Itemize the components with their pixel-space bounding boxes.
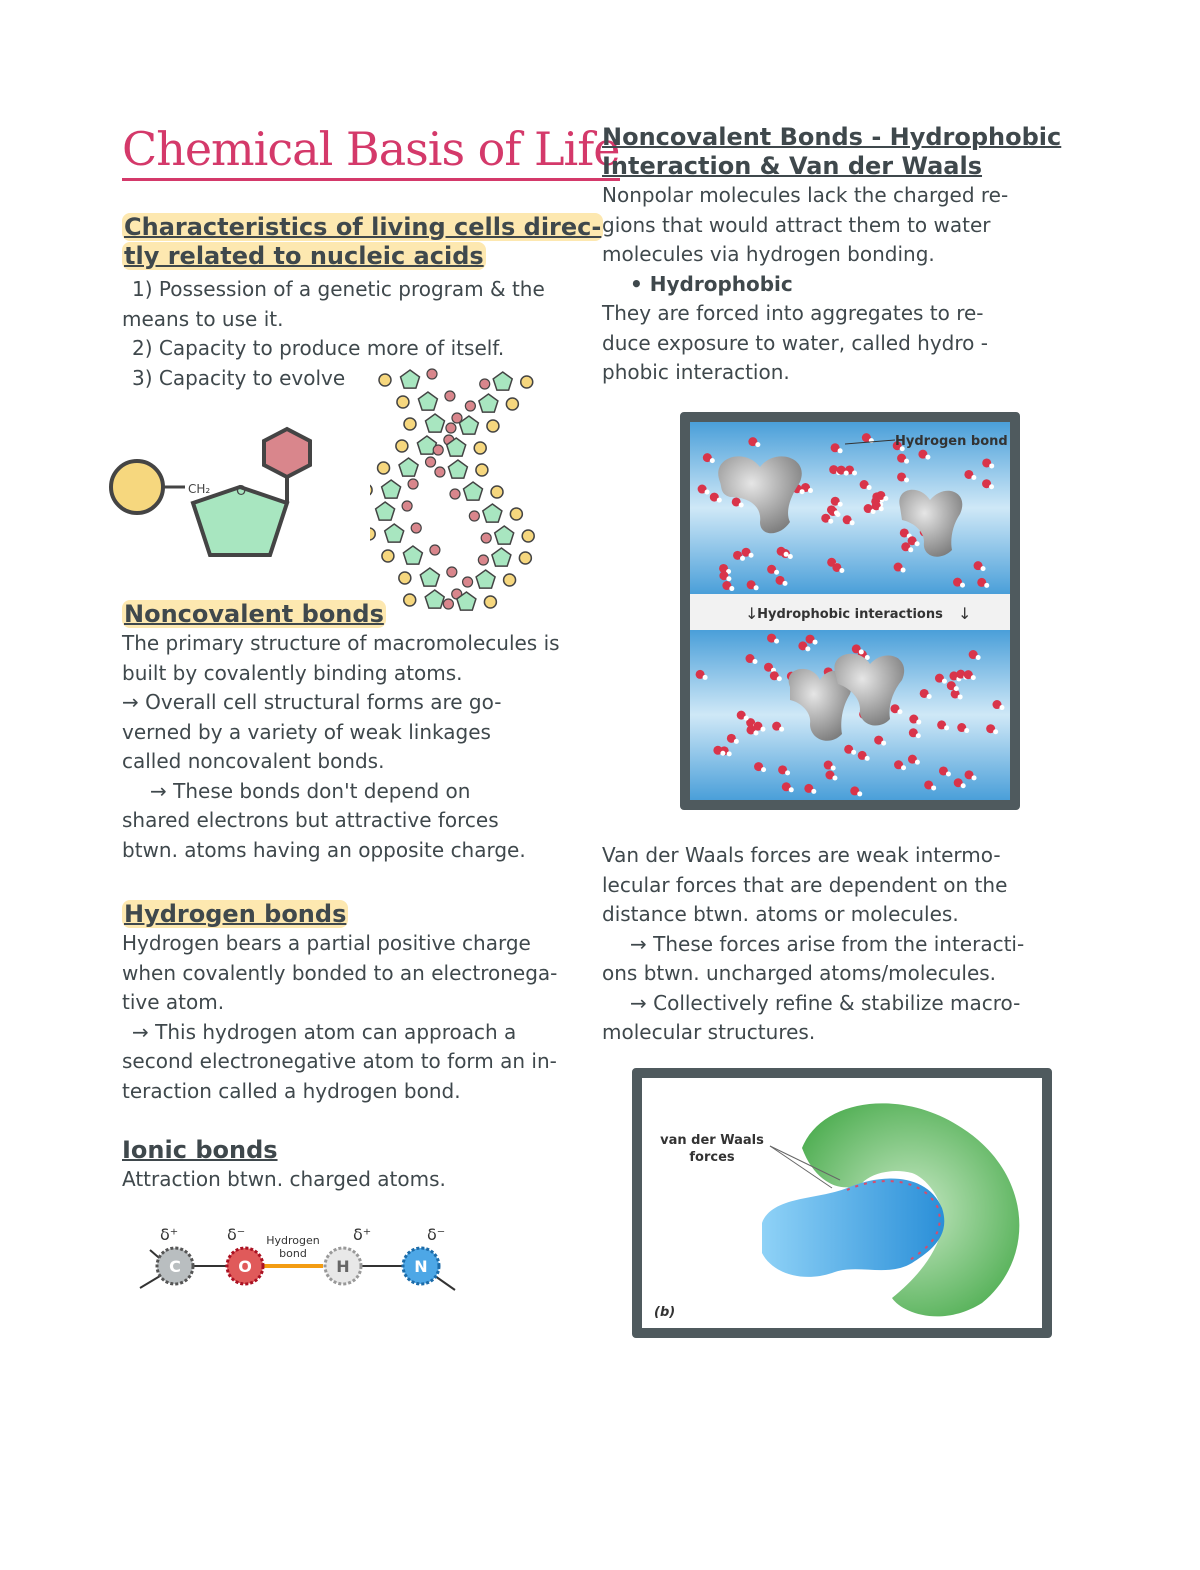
vdw-section — [602, 841, 1087, 1048]
phosphate-group — [396, 440, 408, 452]
water-hydrogen — [811, 789, 816, 794]
hydrophobic-line: phobic interaction. — [602, 360, 790, 384]
base-node — [433, 445, 443, 455]
water-hydrogen — [971, 675, 976, 680]
phosphate-group — [522, 530, 534, 542]
water-hydrogen — [777, 676, 782, 681]
water-hydrogen — [904, 477, 909, 482]
water-hydrogen — [755, 442, 760, 447]
water-hydrogen — [883, 496, 888, 501]
item-1b: means to use it. — [122, 306, 284, 331]
hydrophobic-interactions-label: Hydrophobic interactions — [757, 607, 943, 622]
water-hydrogen — [729, 586, 734, 591]
base-node — [447, 567, 457, 577]
sugar-ring — [418, 392, 437, 410]
hydrogen-line: Hydrogen bears a partial positive charge — [122, 931, 531, 955]
phosphate-group — [370, 528, 375, 540]
sugar-ring — [483, 504, 502, 522]
water-hydrogen — [813, 640, 818, 645]
hydrophobic-line: molecules via hydrogen bonding. — [602, 242, 935, 266]
vdw-figure — [632, 1068, 1052, 1338]
base-node — [480, 379, 490, 389]
water-hydrogen — [916, 720, 921, 725]
water-hydrogen — [838, 448, 843, 453]
sugar-ring — [493, 372, 512, 390]
water-hydrogen — [915, 541, 920, 546]
ring-o-label: O — [236, 484, 247, 499]
water-hydrogen — [931, 785, 936, 790]
water-hydrogen — [865, 756, 870, 761]
phosphate-group — [382, 550, 394, 562]
noncovalent-section — [122, 600, 592, 865]
noncovalent-line: → Overall cell structural forms are go- — [122, 690, 502, 714]
phosphate-group — [111, 461, 163, 513]
water-hydrogen — [834, 510, 839, 515]
down-arrow-icon: ↓ — [958, 604, 972, 623]
water-hydrogen — [901, 765, 906, 770]
water-hydrogen — [844, 471, 849, 476]
water-hydrogen — [908, 547, 913, 552]
vdw-label: forces — [689, 1150, 735, 1165]
base-node — [469, 511, 479, 521]
water-hydrogen — [727, 751, 732, 756]
water-hydrogen — [897, 709, 902, 714]
water-hydrogen — [915, 760, 920, 765]
water-hydrogen — [774, 639, 779, 644]
characteristics-heading: Characteristics of living cells direc- tly related to nucleic acids — [124, 213, 602, 270]
water-hydrogen — [867, 485, 872, 490]
base-node — [435, 467, 445, 477]
bond-label: Hydrogen — [266, 1234, 320, 1247]
hydrophobic-section — [602, 123, 1082, 388]
hydrophobic-line: Nonpolar molecules lack the charged re- — [602, 183, 1009, 207]
base-node — [408, 479, 418, 489]
base-node — [445, 391, 455, 401]
hydrophobic-line: They are forced into aggregates to re- — [602, 301, 984, 325]
water-hydrogen — [779, 727, 784, 732]
vdw-line: lecular forces that are dependent on the — [602, 872, 1008, 897]
water-hydrogen — [744, 716, 749, 721]
water-hydrogen — [927, 694, 932, 699]
base-node — [430, 545, 440, 555]
water-hydrogen — [703, 675, 708, 680]
hydrogen-line: teraction called a hydrogen bond. — [122, 1078, 461, 1103]
atom-label: C — [169, 1257, 181, 1276]
base-node — [411, 523, 421, 533]
charge-label: δ⁺ — [160, 1225, 179, 1244]
ch2-label: CH₂ — [188, 482, 211, 496]
base-node — [427, 369, 437, 379]
hydrophobic-line: duce exposure to water, called hydro - — [602, 330, 988, 355]
water-hydrogen — [984, 583, 989, 588]
phosphate-group — [510, 508, 522, 520]
water-hydrogen — [879, 506, 884, 511]
water-hydrogen — [788, 554, 793, 559]
hydrogen-heading: Hydrogen bonds — [124, 900, 347, 928]
item-3: 3) Capacity to evolve — [132, 365, 346, 390]
phosphate-group — [487, 420, 499, 432]
water-hydrogen — [800, 489, 805, 494]
vdw-illustration — [642, 1078, 1042, 1328]
water-hydrogen — [774, 570, 779, 575]
water-hydrogen — [989, 463, 994, 468]
vdw-line: distance btwn. atoms or molecules. — [602, 902, 959, 926]
water-hydrogen — [789, 787, 794, 792]
ionic-heading: Ionic bonds — [122, 1136, 278, 1164]
hydrogen-bond-atoms-diagram — [135, 1218, 465, 1298]
water-hydrogen — [964, 728, 969, 733]
ligand-shape — [762, 1178, 944, 1276]
phosphate-group — [491, 486, 503, 498]
vdw-line: ons btwn. uncharged atoms/molecules. — [602, 961, 997, 985]
water-hydrogen — [901, 568, 906, 573]
hydrophobic-heading-1: Noncovalent Bonds - Hydrophobic — [602, 123, 1062, 151]
base-node — [463, 577, 473, 587]
ionic-section — [122, 1136, 592, 1195]
phosphate-group — [370, 484, 372, 496]
dna-strand-diagram — [370, 360, 570, 615]
sugar-ring — [420, 568, 439, 586]
water-hydrogen — [851, 750, 856, 755]
water-hydrogen — [946, 771, 951, 776]
water-hydrogen — [916, 733, 921, 738]
noncovalent-heading: Noncovalent bonds — [124, 600, 384, 628]
water-hydrogen — [944, 725, 949, 730]
water-hydrogen — [749, 553, 754, 558]
page-title: Chemical Basis of Life — [122, 120, 620, 181]
sugar-ring — [495, 526, 514, 544]
water-hydrogen — [942, 679, 947, 684]
water-hydrogen — [828, 519, 833, 524]
water-hydrogen — [808, 488, 813, 493]
vdw-line: molecular structures. — [602, 1020, 816, 1044]
noncovalent-line: built by covalently binding atoms. — [122, 660, 463, 685]
water-hydrogen — [785, 770, 790, 775]
water-hydrogen — [740, 556, 745, 561]
water-hydrogen — [954, 686, 959, 691]
hydrogen-line: second electronegative atom to form an in- — [122, 1049, 557, 1073]
sugar-ring — [479, 394, 498, 412]
base-node — [426, 457, 436, 467]
water-hydrogen — [839, 568, 844, 573]
hydrophobic-line: gions that would attract them to water — [602, 212, 991, 237]
phosphate-group — [399, 572, 411, 584]
water-hydrogen — [976, 655, 981, 660]
water-hydrogen — [989, 484, 994, 489]
base-hexagon — [264, 429, 310, 477]
water-hydrogen — [960, 583, 965, 588]
nucleotide-diagram — [105, 425, 320, 570]
water-hydrogen — [832, 776, 837, 781]
atom-label: O — [238, 1257, 252, 1276]
water-hydrogen — [717, 498, 722, 503]
noncovalent-line: shared electrons but attractive forces — [122, 808, 499, 832]
phosphate-group — [404, 418, 416, 430]
vdw-line: → Collectively refine & stabilize macro- — [630, 990, 1021, 1015]
sugar-ring — [448, 460, 467, 478]
water-hydrogen — [784, 552, 789, 557]
water-hydrogen — [838, 502, 843, 507]
water-hydrogen — [850, 520, 855, 525]
water-hydrogen — [726, 576, 731, 581]
vdw-line: Van der Waals forces are weak intermo- — [602, 843, 1001, 867]
water-hydrogen — [999, 705, 1004, 710]
hydrophobic-illustration — [690, 422, 1010, 800]
panel-label: (b) — [654, 1305, 676, 1320]
phosphate-group — [504, 574, 516, 586]
bond-label: bond — [279, 1247, 307, 1260]
vdw-line: → These forces arise from the interacti- — [630, 931, 1025, 956]
hydrogen-line: when covalently bonded to an electronega- — [122, 960, 558, 985]
water-hydrogen — [761, 767, 766, 772]
water-hydrogen — [753, 730, 758, 735]
charge-label: δ⁻ — [427, 1225, 446, 1244]
water-hydrogen — [857, 791, 862, 796]
sugar-ring — [464, 482, 483, 500]
down-arrow-icon: ↓ — [745, 604, 759, 623]
base-node — [478, 555, 488, 565]
atom-label: N — [414, 1257, 428, 1276]
water-hydrogen — [739, 502, 744, 507]
phosphate-group — [506, 398, 518, 410]
noncovalent-line: → These bonds don't depend on — [150, 778, 471, 803]
phosphate-group — [379, 374, 391, 386]
item-2: 2) Capacity to produce more of itself. — [132, 336, 505, 360]
base-node — [465, 401, 475, 411]
charge-label: δ⁺ — [353, 1225, 372, 1244]
water-hydrogen — [925, 455, 930, 460]
water-hydrogen — [754, 585, 759, 590]
water-hydrogen — [881, 741, 886, 746]
water-hydrogen — [734, 739, 739, 744]
phosphate-group — [521, 376, 533, 388]
noncovalent-line: The primary structure of macromolecules is — [122, 631, 560, 655]
hydrogen-line: → This hydrogen atom can approach a — [132, 1019, 517, 1044]
sugar-ring — [403, 546, 422, 564]
water-hydrogen — [972, 775, 977, 780]
water-hydrogen — [961, 783, 966, 788]
water-hydrogen — [958, 694, 963, 699]
water-hydrogen — [993, 729, 998, 734]
phosphate-group — [474, 442, 486, 454]
water-hydrogen — [971, 475, 976, 480]
hydrogen-line: tive atom. — [122, 990, 225, 1014]
sugar-ring — [382, 480, 401, 498]
sugar-ring — [492, 548, 511, 566]
water-hydrogen — [831, 766, 836, 771]
noncovalent-line: btwn. atoms having an opposite charge. — [122, 837, 526, 862]
noncovalent-line: called noncovalent bonds. — [122, 749, 385, 773]
base-node — [446, 423, 456, 433]
water-hydrogen — [852, 470, 857, 475]
sugar-ring — [376, 502, 395, 520]
water-hydrogen — [720, 751, 725, 756]
hydrophobic-bullet: • Hydrophobic — [630, 271, 793, 296]
sugar-ring — [426, 414, 445, 432]
water-hydrogen — [805, 646, 810, 651]
phosphate-group — [519, 552, 531, 564]
atom-label: H — [336, 1257, 350, 1276]
sugar-ring — [476, 570, 495, 588]
water-hydrogen — [710, 458, 715, 463]
sugar-ring — [385, 524, 404, 542]
item-1a: 1) Possession of a genetic program & the — [132, 277, 545, 301]
water-hydrogen — [705, 490, 710, 495]
hydrogen-bond-label: Hydrogen bond — [895, 434, 1008, 449]
vdw-label: van der Waals — [660, 1133, 764, 1148]
base-node — [481, 533, 491, 543]
phosphate-group — [378, 462, 390, 474]
water-hydrogen — [904, 459, 909, 464]
charge-label: δ⁻ — [227, 1225, 246, 1244]
water-hydrogen — [859, 649, 864, 654]
water-hydrogen — [760, 727, 765, 732]
sugar-ring — [401, 370, 420, 388]
hydrophobic-figure — [680, 412, 1020, 810]
hydrogen-section — [122, 900, 592, 1106]
base-node — [402, 501, 412, 511]
phosphate-group — [476, 464, 488, 476]
water-hydrogen — [981, 566, 986, 571]
noncovalent-line: verned by a variety of weak linkages — [122, 719, 491, 744]
hydrophobic-heading-2: Interaction & Van der Waals — [602, 152, 983, 180]
ionic-line: Attraction btwn. charged atoms. — [122, 1167, 446, 1191]
water-hydrogen — [752, 659, 757, 664]
sugar-ring — [399, 458, 418, 476]
phosphate-group — [397, 396, 409, 408]
base-node — [450, 489, 460, 499]
water-hydrogen — [783, 581, 788, 586]
